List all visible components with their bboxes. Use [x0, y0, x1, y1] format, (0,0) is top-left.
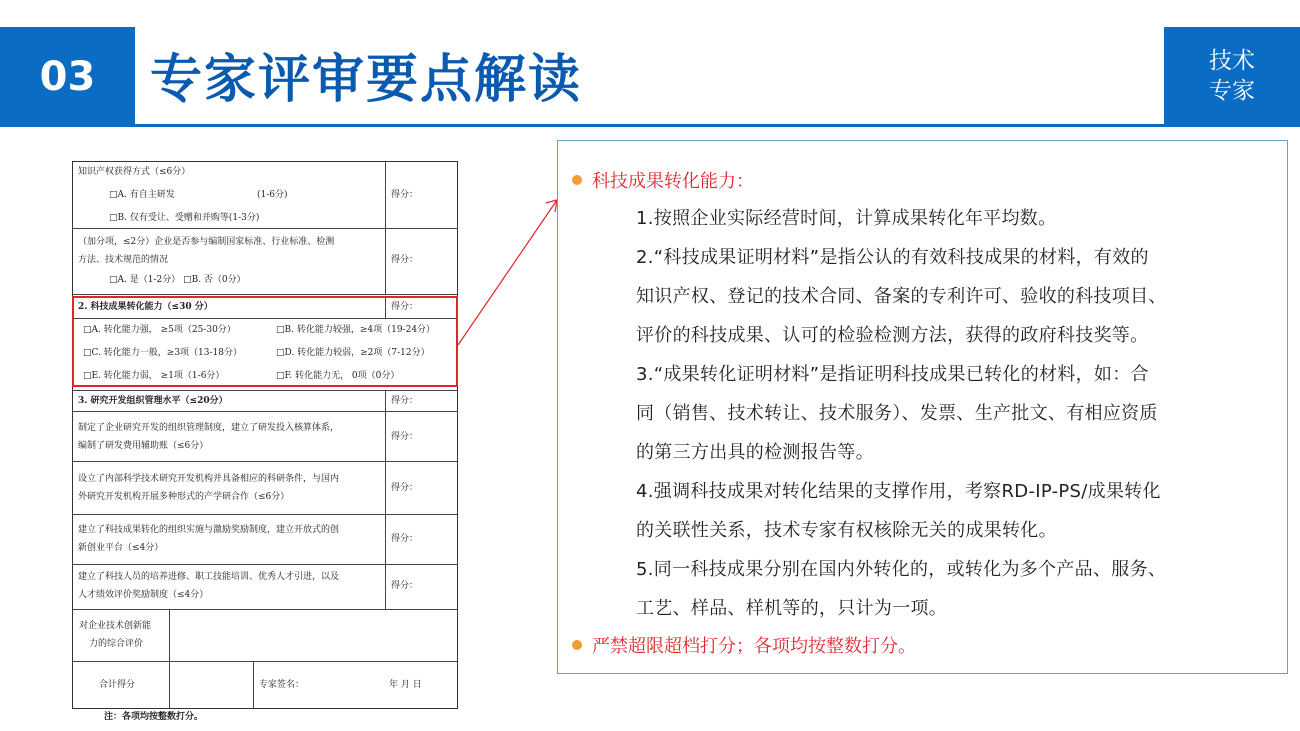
form-score-label: 得分： [391, 483, 419, 493]
form-text: 力的综合评价 [89, 639, 144, 649]
form-text: 新创业平台（≤4分） [78, 543, 164, 553]
form-score-label: 得分： [391, 190, 419, 200]
form-text: □D. 转化能力较弱，≥2项（7-12分） [276, 348, 430, 358]
section-number: 03 [0, 27, 135, 127]
page-title: 专家评审要点解读 [150, 50, 583, 110]
panel-line: 工艺、样品、样机等的，只计为一项。 [636, 598, 948, 619]
bullet-footer [572, 632, 916, 658]
form-text: 编制了研发费用辅助账（≤6分） [78, 441, 209, 451]
form-text: 3. 研究开发组织管理水平（≤20分） [78, 396, 228, 406]
panel-line: 1.按照企业实际经营时间，计算成果转化年平均数。 [636, 208, 1057, 229]
form-score-label: 得分： [391, 534, 419, 544]
form-text: (1-6分) [257, 190, 288, 200]
form-text: 合计得分 [99, 680, 136, 690]
form-text: 设立了内部科学技术研究开发机构并具备相应的科研条件，与国内 [78, 474, 340, 484]
panel-line: 4.强调科技成果对转化结果的支撑作用，考察RD-IP-PS/成果转化 [636, 481, 1161, 502]
panel-line: 5.同一科技成果分别在国内外转化的，或转化为多个产品、服务、 [636, 559, 1167, 580]
form-text: 方法、技术规范的情况 [78, 255, 169, 265]
form-score-label: 得分： [391, 255, 419, 265]
panel-line: 同（销售、技术转让、技术服务）、发票、生产批文、有相应资质 [636, 403, 1158, 424]
form-text: 建立了科技人员的培养进修、职工技能培训、优秀人才引进，以及 [78, 572, 340, 582]
form-score-label: 得分： [391, 396, 419, 406]
form-text: 对企业技术创新能 [79, 621, 152, 631]
form-note: 注：各项均按整数打分。 [104, 712, 204, 722]
panel-footer: 严禁超限超档打分；各项均按整数打分。 [592, 636, 916, 657]
panel-line: 知识产权、登记的技术合同、备案的专利许可、验收的科技项目、 [636, 286, 1167, 307]
bullet-dot-icon [572, 640, 582, 650]
panel-line: 的第三方出具的检测报告等。 [636, 442, 874, 463]
form-score-label: 得分： [391, 302, 419, 312]
form-text: □A. 有自主研发 [109, 190, 175, 200]
panel-heading: 科技成果转化能力： [592, 171, 754, 192]
bullet-heading [572, 167, 754, 193]
panel-line: 2.“科技成果证明材料”是指公认的有效科技成果的材料，有效的 [636, 247, 1149, 268]
form-text: □C. 转化能力一般，≥3项（13-18分） [83, 348, 243, 358]
form-text: □B. 仅有受让、受赠和并购等(1-3分) [109, 213, 260, 223]
form-text: 专家签名： [259, 680, 305, 690]
form-text: 年 月 日 [389, 680, 422, 690]
panel-line: 3.“成果转化证明材料”是指证明科技成果已转化的材料，如：合 [636, 364, 1149, 385]
form-score-label: 得分： [391, 432, 419, 442]
form-text: □E. 转化能力弱， ≥1项（1-6分） [83, 371, 225, 381]
bullet-dot-icon [572, 175, 582, 185]
panel-line: 评价的科技成果、认可的检验检测方法，获得的政府科技奖等。 [636, 325, 1149, 346]
form-text: （加分项，≤2分）企业是否参与编制国家标准、行业标准、检测 [78, 237, 335, 247]
form-text: 人才绩效评价奖励制度（≤4分） [78, 590, 209, 600]
form-text: □B. 转化能力较强，≥4项（19-24分） [276, 325, 436, 335]
panel-line: 的关联性关系，技术专家有权核除无关的成果转化。 [636, 520, 1057, 541]
form-text: 外研究开发机构开展多种形式的产学研合作（≤6分） [78, 492, 290, 502]
audience-tag-line2: 专家 [1209, 78, 1255, 104]
form-text: 2. 科技成果转化能力（≤30 分） [78, 302, 213, 312]
form-score-label: 得分： [391, 581, 419, 591]
form-text: □A. 转化能力强， ≥5项（25-30分） [83, 325, 236, 335]
form-text: □F. 转化能力无， 0项（0分） [276, 371, 400, 381]
form-text: 制定了企业研究开发的组织管理制度，建立了研发投入核算体系， [78, 423, 340, 433]
audience-tag-line1: 技术 [1209, 48, 1255, 74]
form-text: □A. 是（1-2分） □B. 否（0分） [109, 275, 246, 285]
form-text: 建立了科技成果转化的组织实施与激励奖励制度，建立开放式的创 [78, 525, 340, 535]
form-text: 知识产权获得方式（≤6分） [78, 167, 191, 177]
